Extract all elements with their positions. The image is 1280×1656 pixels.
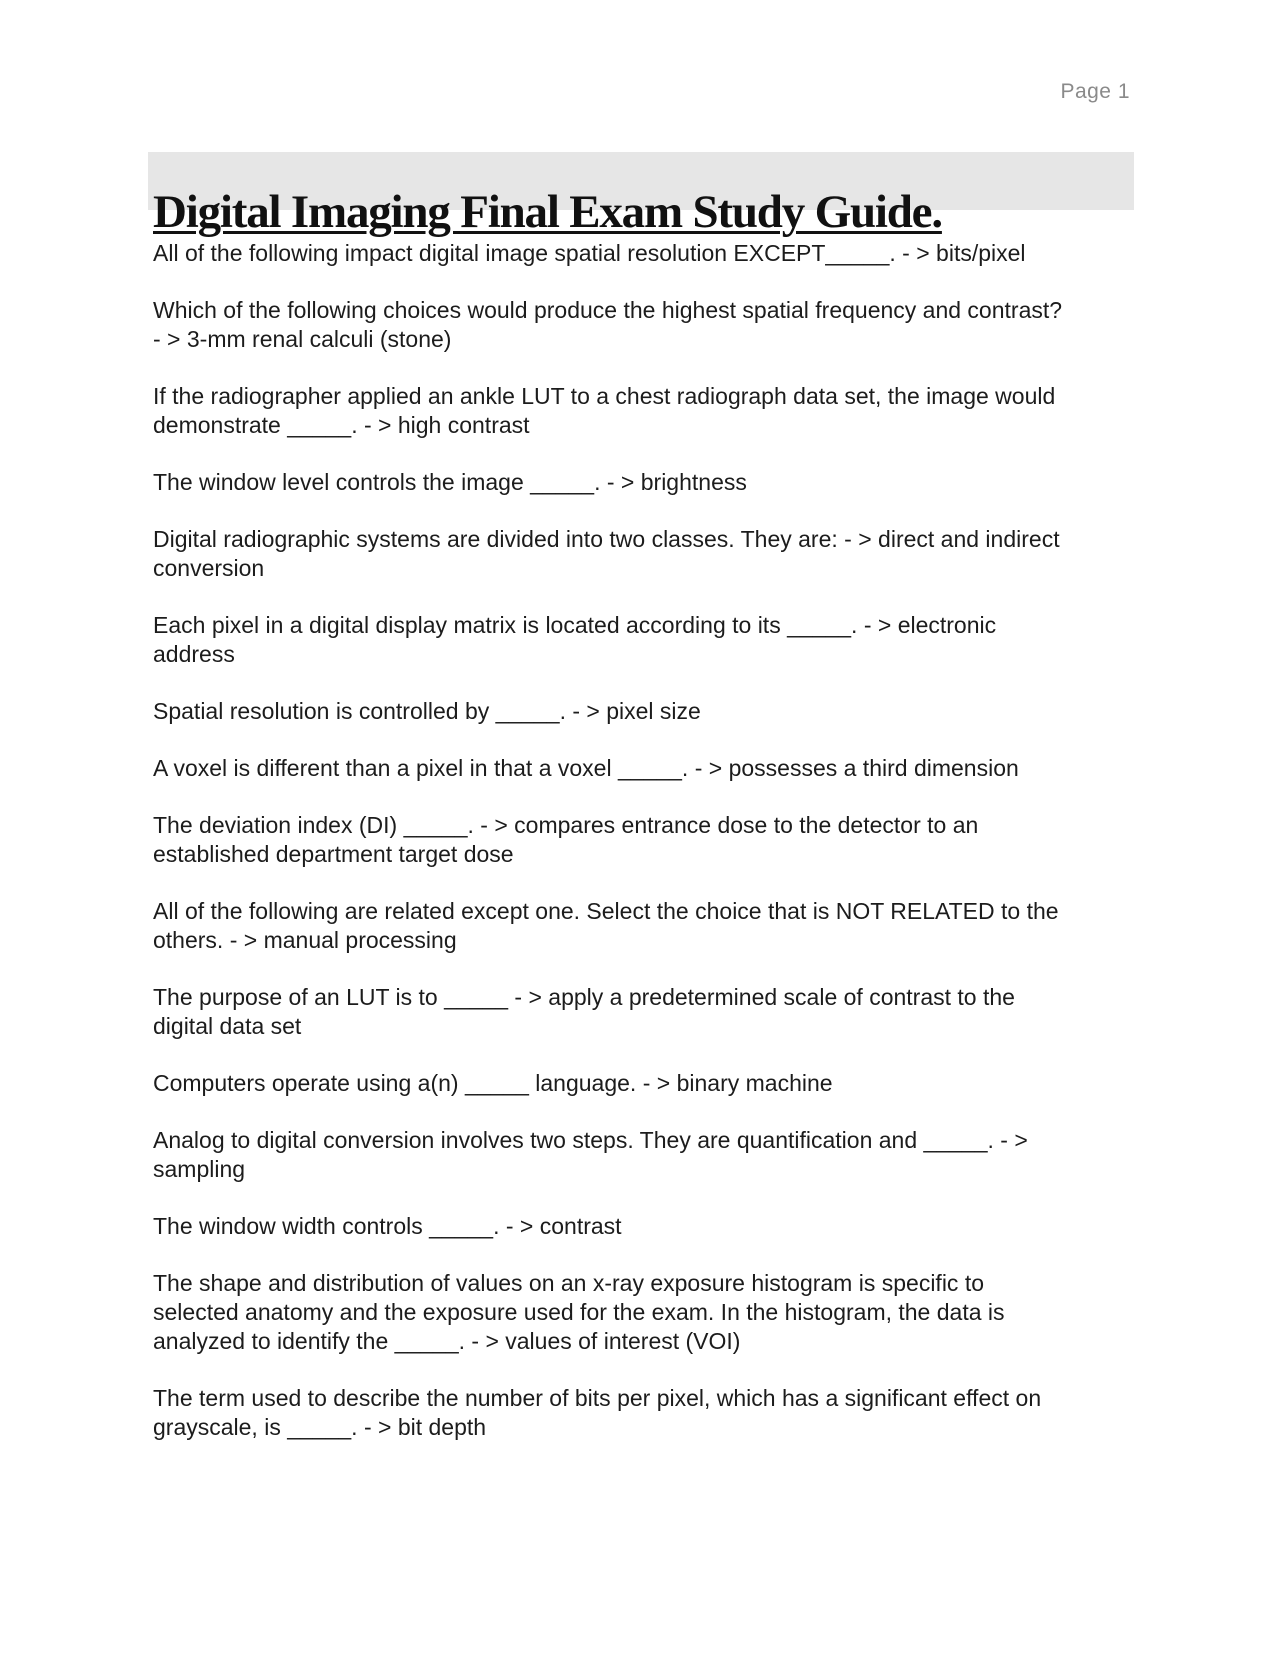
qa-item: The shape and distribution of values on an x-ray exposure histogram is specific to selected anatomy and the exposure used for the exam. In the histogram, the data is analyzed to identify the _____. - > values of interest (VOI) bbox=[153, 1270, 1005, 1354]
qa-item: Analog to digital conversion involves two steps. They are quantification and _____. - > sampling bbox=[153, 1127, 1028, 1182]
qa-item: The term used to describe the number of bits per pixel, which has a significant effect on grayscale, is _____. - > bit depth bbox=[153, 1385, 1042, 1440]
qa-item: Each pixel in a digital display matrix is located according to its _____. - > electronic address bbox=[153, 612, 997, 667]
qa-item: If the radiographer applied an ankle LUT to a chest radiograph data set, the image would demonstrate _____. - > high contrast bbox=[153, 383, 1056, 438]
qa-item: Digital radiographic systems are divided into two classes. They are: - > direct and indirect conversion bbox=[153, 526, 1060, 581]
qa-item: A voxel is different than a pixel in that a voxel _____. - > possesses a third dimension bbox=[153, 755, 1019, 781]
qa-item: Spatial resolution is controlled by _____. - > pixel size bbox=[153, 698, 701, 724]
qa-item: Which of the following choices would produce the highest spatial frequency and contrast? - > 3-mm renal calculi (stone) bbox=[153, 297, 1063, 352]
page-number: Page 1 bbox=[1060, 80, 1130, 103]
qa-item: All of the following impact digital image spatial resolution EXCEPT_____. - > bits/pixel bbox=[153, 240, 1026, 266]
qa-item: All of the following are related except one. Select the choice that is NOT RELATED to the others. - > manual processing bbox=[153, 898, 1059, 953]
qa-item: The window level controls the image _____. - > brightness bbox=[153, 469, 747, 495]
qa-item: The window width controls _____. - > contrast bbox=[153, 1213, 622, 1239]
question-answer-list bbox=[153, 239, 1133, 1470]
qa-item: The purpose of an LUT is to _____ - > apply a predetermined scale of contrast to the digital data set bbox=[153, 984, 1015, 1039]
document-title: Digital Imaging Final Exam Study Guide. bbox=[153, 186, 942, 239]
qa-item: Computers operate using a(n) _____ language. - > binary machine bbox=[153, 1070, 833, 1096]
qa-item: The deviation index (DI) _____. - > compares entrance dose to the detector to an established department target dose bbox=[153, 812, 979, 867]
